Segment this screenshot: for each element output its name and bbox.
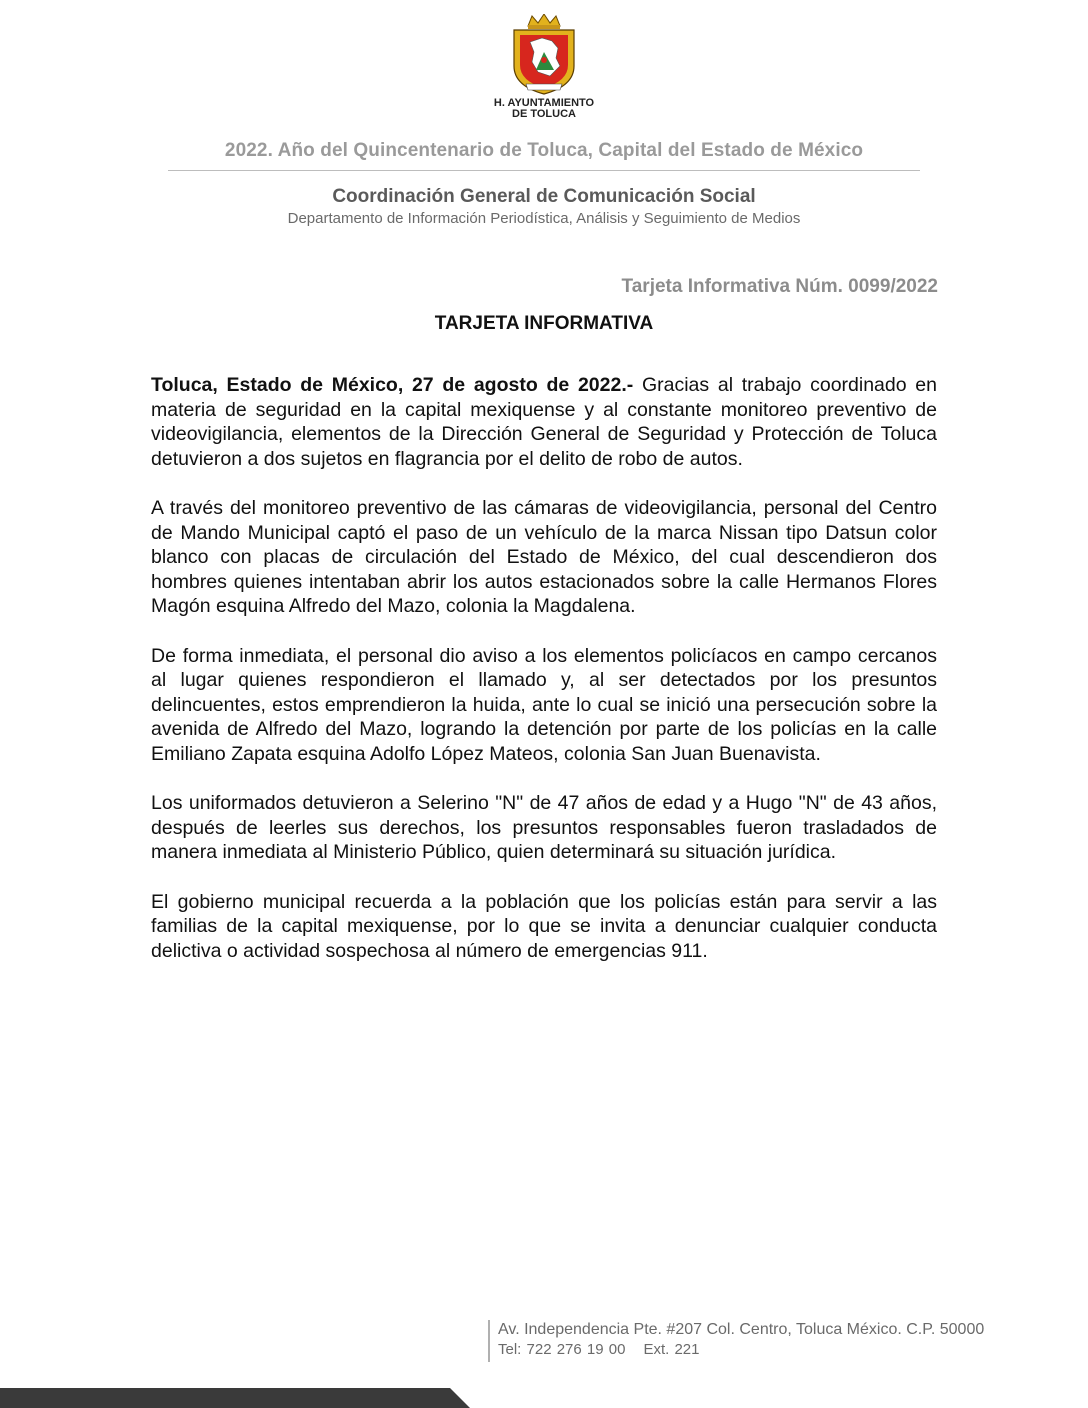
press-release-body — [151, 373, 937, 988]
paragraph-1-text: Gracias al trabajo coordinado en materia de seguridad en la capital mexiquense y al constante monitoreo preventivo de videovigilancia, elementos de la Dirección General de Seguridad y Protección de Toluca detuvieron a dos sujetos en flagrancia por el delito de robo de autos. — [151, 374, 937, 470]
footer-divider — [488, 1320, 490, 1362]
footer-stripe — [0, 1388, 470, 1408]
logo-caption-line2: DE TOLUCA — [512, 108, 576, 120]
footer-contact — [498, 1341, 699, 1358]
dateline: Toluca, Estado de México, 27 de agosto de 2022.- — [151, 374, 634, 396]
card-number: Tarjeta Informativa Núm. 0099/2022 — [621, 276, 938, 297]
year-motto: 2022. Año del Quincentenario de Toluca, Capital del Estado de México — [224, 140, 864, 161]
paragraph-2: A través del monitoreo preventivo de las cámaras de videovigilancia, personal del Centro de Mando Municipal captó el paso de un vehículo de la marca Nissan tipo Datsun color blanco con placas de circulación del Estado de México, del cual descendieron dos hombres quienes intentaban abrir los autos estacionados sobre la calle Hermanos Flores Magón esquina Alfredo del Mazo, colonia la Magdalena. — [151, 497, 937, 617]
paragraph-1 — [151, 373, 937, 471]
logo-caption-line1: H. AYUNTAMIENTO — [493, 97, 595, 109]
department-main-title: Coordinación General de Comunicación Social — [332, 186, 756, 207]
card-title: TARJETA INFORMATIVA — [434, 313, 654, 334]
paragraph-3: De forma inmediata, el personal dio aviso a los elementos policíacos en campo cercanos al lugar quienes respondieron el llamado y, al ser detectados por los presuntos delincuentes, estos emprendieron la huida, ante lo cual se inició una persecución sobre la avenida de Alfredo del Mazo, logrando la detención por parte de los policías en la calle Emiliano Zapata esquina Adolfo López Mateos, colonia San Juan Buenavista. — [151, 644, 937, 765]
coat-of-arms-icon — [508, 14, 580, 96]
header-divider — [168, 170, 920, 171]
paragraph-5: El gobierno municipal recuerda a la población que los policías están para servir a las familias de la capital mexiquense, por lo que se invita a denunciar cualquier conducta delictiva o actividad sospechosa al número de emergencias 911. — [151, 890, 937, 962]
department-subtitle: Departamento de Información Periodística, Análisis y Seguimiento de Medios — [287, 210, 801, 227]
logo-caption — [484, 98, 604, 120]
footer-address: Av. Independencia Pte. #207 Col. Centro, Toluca México. C.P. 50000 — [498, 1321, 985, 1338]
paragraph-4: Los uniformados detuvieron a Selerino "N" de 47 años de edad y a Hugo "N" de 43 años, después de leerles sus derechos, los presuntos responsables fueron trasladados de manera inmediata al Ministerio Público, quien determinará su situación jurídica. — [151, 792, 937, 863]
toluca-coat-of-arms-logo — [484, 14, 604, 120]
footer-extension: Ext. 221 — [643, 1341, 700, 1358]
footer-phone: Tel: 722 276 19 00 — [498, 1341, 626, 1358]
